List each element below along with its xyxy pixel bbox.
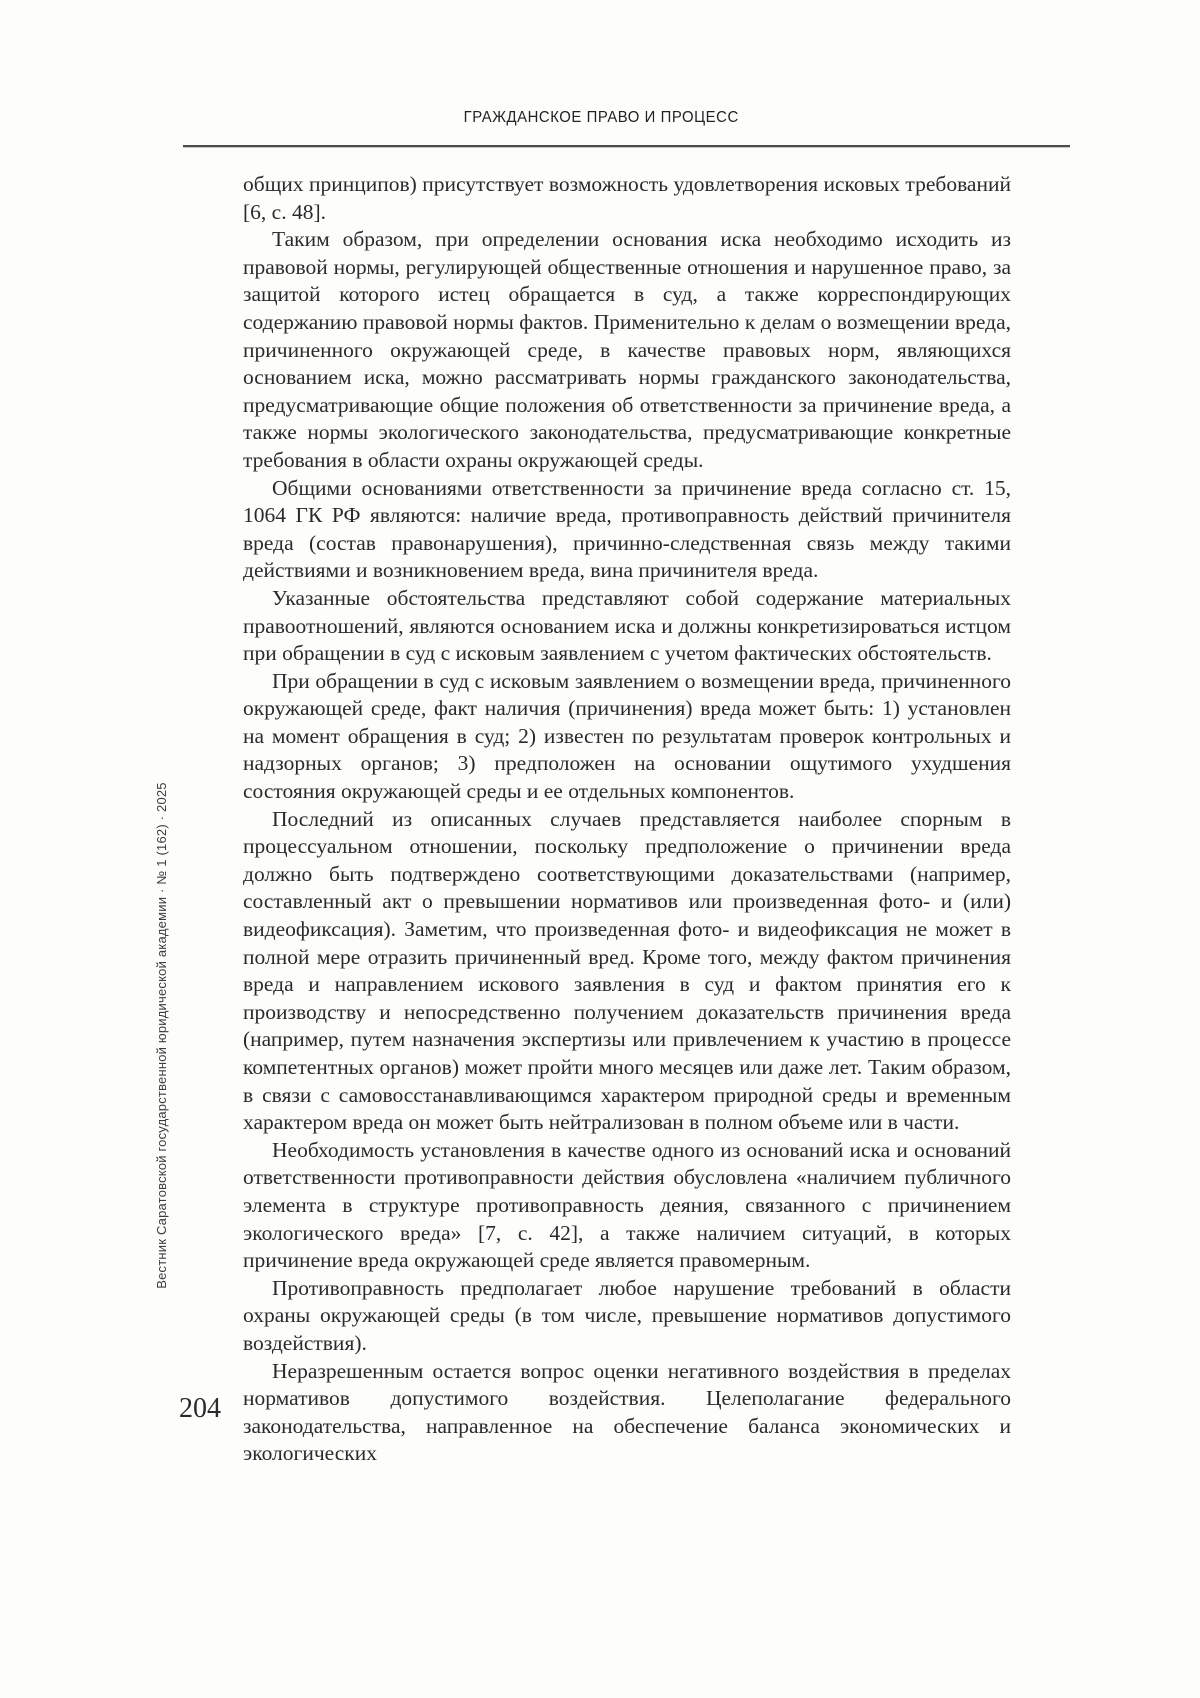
article-body [243,171,1011,1468]
header-rule [183,145,1070,148]
section-header: ГРАЖДАНСКОЕ ПРАВО И ПРОЦЕСС [463,109,739,126]
paragraph: Общими основаниями ответственности за причинение вреда согласно ст. 15, 1064 ГК РФ являются: наличие вреда, противоправность действий причинителя вреда (состав правонарушения), причинно-следственная связь между такими действиями и возникновением вреда, вина причинителя вреда. [243,475,1011,583]
paragraph: Противоправность предполагает любое нарушение требований в области охраны окружающей среды (в том числе, превышение нормативов допустимого воздействия). [243,1275,1011,1355]
paragraph: Указанные обстоятельства представляют собой содержание материальных правоотношений, являются основанием иска и должны конкретизироваться истцом при обращении в суд с исковым заявлением с учетом фактических обстоятельств. [243,585,1011,666]
paragraph-continuation: общих принципов) присутствует возможность удовлетворения исковых требований [6, с. 48]. [243,172,1011,224]
paragraph: Необходимость установления в качестве одного из оснований иска и оснований ответственности противоправности действия обусловлена «наличием публичного элемента в структуре противоправность деяния, связанного с причинением экологического вреда» [7, с. 42], а также наличием ситуаций, в которых причинение вреда окружающей среде является правомерным. [243,1137,1011,1273]
paragraph: Таким образом, при определении основания иска необходимо исходить из правовой нормы, регулирующей общественные отношения и нарушенное право, за защитой которого истец обращается в суд, а также корреспондирующих содержанию правовой нормы фактов. Применительно к делам о возмещении вреда, причиненного окружающей среде, в качестве правовых норм, являющихся основанием иска, можно рассматривать нормы гражданского законодательства, предусматривающие общие положения об ответственности за причинение вреда, а также нормы экологического законодательства, предусматривающие конкретные требования в области охраны окружающей среды. [243,227,1011,472]
paragraph: Последний из описанных случаев представляется наиболее спорным в процессуальном отношении, поскольку предположение о причинении вреда должно быть подтверждено соответствующими доказательствами (например, составленный акт о превышении нормативов или произведенная фото- и (или) видеофиксация). Заметим, что произведенная фото- и видеофиксация не может в полной мере отразить причиненный вред. Кроме того, между фактом причинения вреда и направлением искового заявления в суд и фактом принятия его к производству и непосредственно получением доказательств причинения вреда (например, путем назначения экспертизы или привлечением к участию в процессе компетентных органов) может пройти много месяцев или даже лет. Таким образом, в связи с самовосстанавливающимся характером природной среды и временным характером вреда он может быть нейтрализован в полном объеме или в части. [243,806,1011,1135]
journal-imprint-vertical-text: Вестник Саратовской государственной юридической академии · № 1 (162) · 2025 [154,782,169,1289]
paragraph: При обращении в суд с исковым заявлением о возмещении вреда, причиненного окружающей среде, факт наличия (причинения) вреда может быть: 1) установлен на момент обращения в суд; 2) известен по результатам проверок контрольных и надзорных органов; 3) предположен на основании ощутимого ухудшения состояния окружающей среды и ее отдельных компонентов. [243,668,1011,804]
page-number: 204 [179,1393,221,1424]
paragraph-truncated-at-page-end: Неразрешенным остается вопрос оценки негативного воздействия в пределах нормативов допустимого воздействия. Целеполагание федерального законодательства, направленное на обеспечение баланса экономических и экологических [243,1358,1011,1466]
